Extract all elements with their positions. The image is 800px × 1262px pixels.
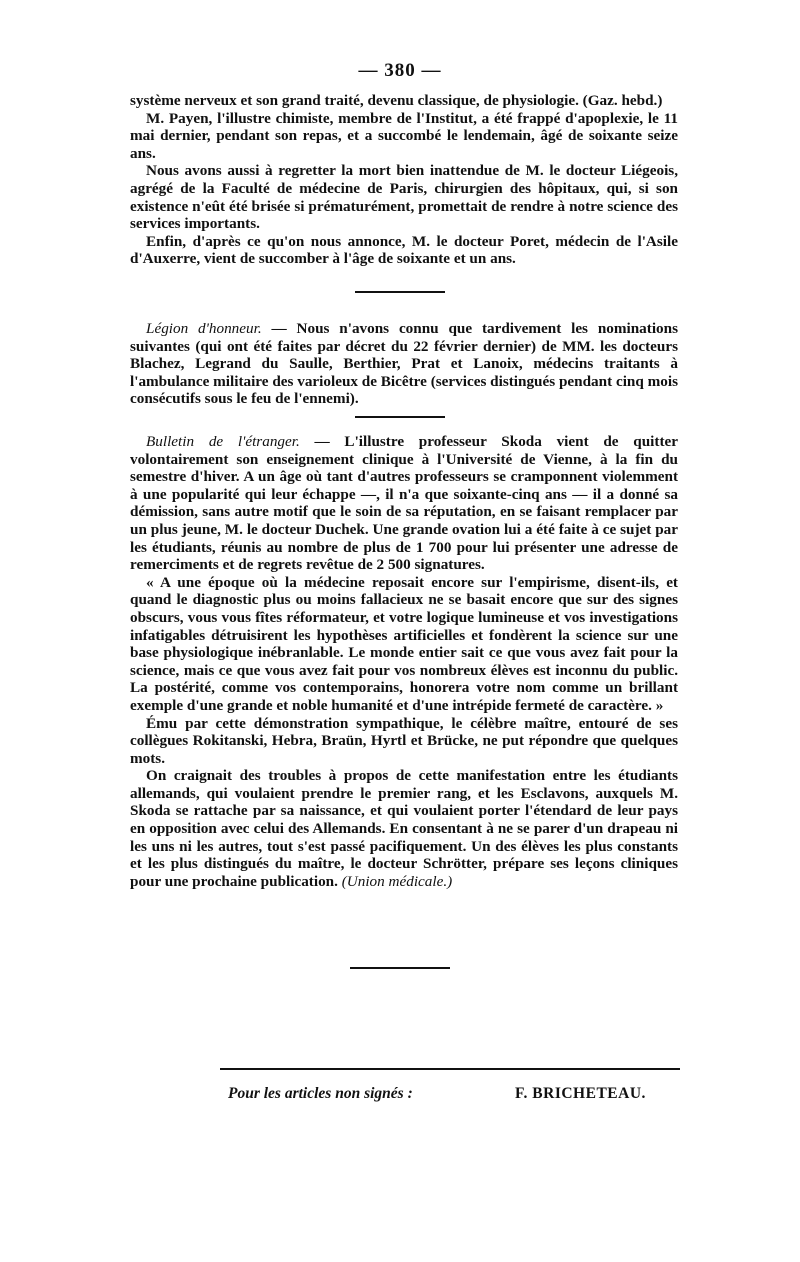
- paragraph-liegeois: Nous avons aussi à regretter la mort bien inattendue de M. le docteur Liégeois, agrégé de la Faculté de médecine de Paris, chirurgien des hôpitaux, qui, si son existence n'eût été brisée si prématurément, promettait de rendre à notre science des services importants.: [130, 162, 678, 233]
- paragraph-continuation: système nerveux et son grand traité, devenu classique, de physiologie. (Gaz. hebd.): [130, 92, 663, 109]
- section-title-legion: Légion d'honneur.: [146, 320, 262, 337]
- footer-label: Pour les articles non signés :: [228, 1085, 413, 1102]
- legion-honneur-block: [130, 320, 678, 408]
- paragraph-poret: Enfin, d'après ce qu'on nous annonce, M. le docteur Poret, médecin de l'Asile d'Auxerre, vient de succomber à l'âge de soixante et un ans.: [130, 232, 678, 268]
- paragraph-emu: Ému par cette démonstration sympathique, le célèbre maître, entouré de ses collègues Rokitanski, Hebra, Braün, Hyrtl et Brücke, ne put répondre que quelques mots.: [130, 714, 678, 767]
- legion-text: — Nous n'avons connu que tardivement les nominations suivantes (qui ont été faites par décret du 22 février dernier) de MM. les docteurs Blachez, Legrand du Saulle, Berthier, Prat et Lanoix, médecins traitants à l'ambulance militaire des varioleux de Bicêtre (services distingués pendant cinq mois consécutifs sous le feu de l'ennemi).: [130, 320, 679, 408]
- page-number: — 380 —: [358, 60, 442, 81]
- bulletin-etranger-block: [130, 433, 678, 890]
- bulletin-text: — L'illustre professeur Skoda vient de quitter volontairement son enseignement clinique à l'Université de Vienne, à la fin du semestre d'hiver. A un âge où tant d'autres professeurs se cramponnent violemment à une popularité qui leur échappe —, il n'a que soixante-cinq ans — il a donné sa démission, sans autre motif que le soin de sa réputation, en se faisant remplacer par un plus jeune, M. le docteur Duchek. Une grande ovation lui a été faite à ce sujet par les étudiants, réunis au nombre de plus de 1 700 pour lui présenter une adresse de remerciments et de regrets revêtue de 2 500 signatures.: [130, 433, 678, 574]
- paragraph-troubles: On craignait des troubles à propos de cette manifestation entre les étudiants allemands, qui voulaient prendre le premier rang, et les Esclavons, auxquels M. Skoda se rattache par sa naissance, et qui voulaient porter l'étendard de leur pays en opposition avec celui des Allemands. En consentant à ne se parer d'un drapeau ni les uns ni les autres, tout s'est passé pacifiquement. Un des élèves les plus constants et les plus distingués du maître, le docteur Schrötter, prépare ses leçons cliniques pour une prochaine publication.: [130, 767, 678, 890]
- paragraph-quote: « A une époque où la médecine reposait encore sur l'empirisme, disent-ils, et quand le diagnostic plus ou moins fallacieux ne se basait encore que sur des signes obscurs, vous vous fîtes réformateur, et votre logique lumineuse et vos investigations infatigables détruisirent les hypothèses artificielles et fondèrent la science sur une base physiologique inébranlable. Le monde entier sait ce que vous avez fait pour la science, mais ce que vous avez fait pour vos nombreux élèves est inconnu du public. La postérité, comme vos contemporains, honorera votre nom comme un brillant exemple d'une grande et noble humanité et d'une intrépide fermeté de caractère. »: [130, 573, 678, 714]
- source-citation: (Union médicale.): [341, 872, 453, 890]
- paragraph-payen: M. Payen, l'illustre chimiste, membre de l'Institut, a été frappé d'apoplexie, le 11 mai dernier, pendant son repas, et a succombé le lendemain, âgé de soixante seize ans.: [130, 109, 678, 162]
- section-title-bulletin: Bulletin de l'étranger.: [146, 433, 300, 450]
- section-divider: [355, 291, 445, 293]
- footer-rule: [220, 1068, 680, 1070]
- section-divider: [355, 416, 445, 418]
- section-divider: [350, 967, 450, 969]
- editor-signature: F. BRICHETEAU.: [515, 1085, 646, 1102]
- obituary-block: [130, 92, 678, 268]
